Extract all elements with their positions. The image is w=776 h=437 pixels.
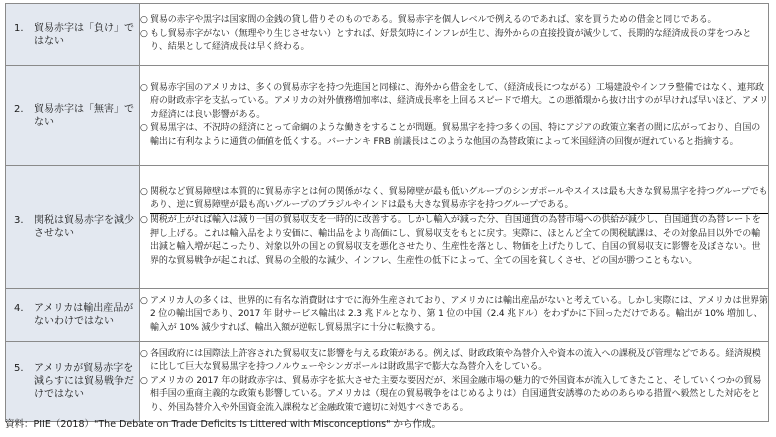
list-item — [140, 82, 768, 123]
explanation-cell — [140, 289, 769, 342]
bullet-circle-icon: ○ — [140, 123, 148, 134]
table-row — [6, 166, 769, 289]
table-row — [6, 66, 769, 166]
list-item — [140, 14, 768, 28]
explanation-text: 貿易赤字国のアメリカは、多くの貿易赤字を持つ先進国と同様に、海外から借金をして、（経済成長につながる）工場建設やインフラ整備ではなく、連邦政府の財政赤字を支払っている。アメリカの対外債務増加率は、経済成長率を上回るスピードで増大。この悪循環から抜け出すのが早ければ早いほど、アメリカ経済には良い影響がある。 — [150, 82, 768, 120]
bullet-circle-icon: ○ — [140, 214, 148, 225]
table-row — [6, 289, 769, 342]
explanation-text: アメリカの 2017 年の財政赤字は、貿易赤字を拡大させた主要な要因だが、米国金融市場の魅力的で外国資本が流入してきたこと、そしていくつかの貿易相手国の重商主義的な政策も影響している。アメリカは（現在の貿易戦争をはじめるよりは）自国通貨安誘導のためのあらゆる措置へ毅然とした対応をとり、外国為替介入や外国資金流入課税など金融政策で適切に対処すべきである。 — [150, 375, 762, 413]
explanation-text: 貿易の赤字や黒字は国家間の金銭の貸し借りそのものである。貿易赤字を個人レベルで例えるのであれば、家を買うための借金と同じである。 — [150, 15, 717, 26]
explanation-text: アメリカ人の多くは、世界的に有名な消費財はすでに海外生産されており、アメリカには輸出産品がないと考えている。しかし実際には、アメリカは世界第 2 位の輸出国であり、2017 年 財サービス輸出は 2.3 兆ドルとなり、第 1 位の中国（2.4 兆ドル）をわずかに下回っただけである。輸出が 10% 増加し、輸入が 10% 減少すれば、輸出入額が逆転し貿易黒字に十分に転換する。 — [150, 295, 768, 333]
myth-title: 貿易赤字は「無害」でない — [34, 103, 134, 128]
row-number: 2. — [14, 103, 24, 115]
explanation-text: もし貿易赤字がない（無理やり生じさせない）とすれば、好景気時にインフレが生じ、海外からの直接投資が減少して、長期的な経済成長の芽をつみとり、結果として経済成長は早く終わる。 — [150, 28, 752, 53]
explanation-text: 関税など貿易障壁は本質的に貿易赤字とは何の関係がなく、貿易障壁が最も低いグループのシンガポールやスイスは最も大きな貿易黒字を持つグループでもあり、逆に貿易障壁が最も高いグループのブラジルやインドは最も大きな貿易赤字を持つグループである。 — [150, 186, 768, 214]
explanation-cell — [140, 342, 769, 422]
bullet-circle-icon: ○ — [140, 28, 148, 39]
list-item — [140, 28, 768, 55]
list-item — [140, 122, 768, 149]
bullet-circle-icon: ○ — [140, 82, 148, 93]
list-item — [140, 295, 768, 336]
bullet-circle-icon: ○ — [140, 348, 148, 359]
explanation-cell — [140, 166, 769, 289]
myth-cell — [6, 166, 140, 289]
myth-cell — [6, 342, 140, 422]
bullet-circle-icon: ○ — [140, 295, 148, 306]
myth-cell — [6, 66, 140, 166]
list-item — [140, 348, 768, 375]
trade-deficit-table — [5, 3, 769, 422]
list-item — [140, 214, 768, 268]
myth-title: アメリカは輸出産品がないわけではない — [34, 303, 134, 327]
myth-cell — [6, 289, 140, 342]
source-note: 資料：PIIE（2018）"The Debate on Trade Deficits Is Littered with Misconceptions" から作成。 — [5, 419, 441, 430]
list-item — [140, 186, 768, 214]
bullet-circle-icon: ○ — [140, 15, 148, 26]
myth-title: 貿易赤字は「負け」ではない — [34, 22, 134, 47]
table-row — [6, 342, 769, 422]
myth-cell — [6, 4, 140, 66]
row-number: 3. — [14, 215, 24, 226]
list-item — [140, 375, 768, 416]
table-row — [6, 4, 769, 66]
explanation-text: 各国政府には国際法上許容された貿易収支に影響を与える政策がある。例えば、財政政策や為替介入や資本の流入への課税及び管理などである。経済規模に比して巨大な貿易黒字を持つノルウェーやシンガポールは財政黒字で膨大な為替介入をしている。 — [150, 348, 761, 373]
explanation-text: 関税が上がれば輸入は減り一国の貿易収支を一時的に改善する。しかし輸入が減った分、自国通貨の為替市場への供給が減少し、自国通貨の為替レートを押し上げる。これは輸入品をより安価に、輸出品をより高価にし、貿易収支をもとに戻す。実際に、ほとんど全ての関税賦課は、その対象品目以外での輸出減と輸入増が起こったり、対象以外の国との貿易収支を悪化させたり、生産性を落とし、物価を上げたりして、自国の貿易収支に影響を及ぼさない。世界的な貿易戦争が起これば、貿易の全般的な減少、インフレ、生産性の低下によって、全ての国を貧しくさせ、どの国が勝つこともない。 — [150, 214, 761, 266]
explanation-text: 貿易黒字は、不況時の経済にとって命綱のような働きをすることが問題。貿易黒字を持つ多くの国、特にアジアの政策立案者の間に広がっており、自国の輸出に有利なように通貨の価値を低くする。バーナンキ FRB 前議長はこのような他国の為替政策によって米国経済の回復が遅れていると指摘する。 — [150, 123, 761, 147]
bullet-circle-icon: ○ — [140, 375, 148, 386]
explanation-cell — [140, 66, 769, 166]
bullet-circle-icon: ○ — [140, 186, 148, 197]
row-number: 4. — [14, 303, 24, 314]
row-number: 1. — [14, 22, 24, 34]
explanation-cell — [140, 4, 769, 66]
row-number: 5. — [14, 363, 24, 374]
myth-title: 関税は貿易赤字を減少させない — [34, 215, 134, 239]
myth-title: アメリカが貿易赤字を減らすには貿易戦争だけではない — [34, 363, 134, 400]
